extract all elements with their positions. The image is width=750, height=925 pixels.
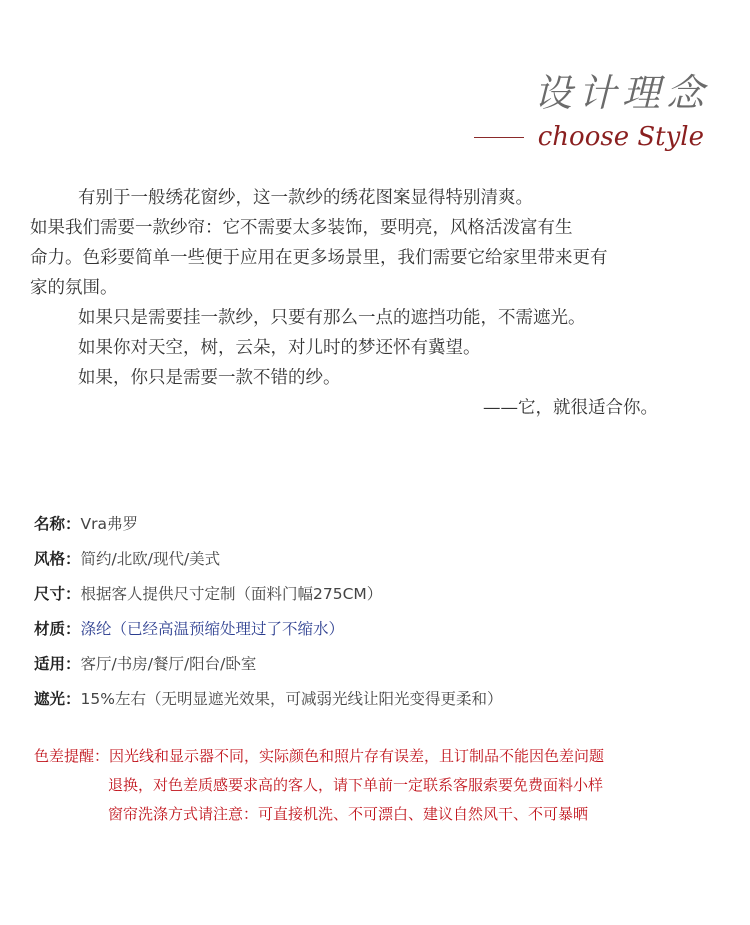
spec-label: 遮光：: [34, 690, 81, 708]
intro-line-6: 如果你对天空，树，云朵，对儿时的梦还怀有冀望。: [78, 338, 481, 358]
spec-label: 尺寸：: [34, 585, 81, 603]
header-title: 设计理念: [533, 71, 710, 115]
intro-line-3: 命力。色彩要简单一些便于应用在更多场景里，我们需要它给家里带来更有: [30, 248, 608, 268]
spec-label: 适用：: [34, 655, 81, 673]
spec-row-usage: [34, 650, 724, 685]
intro-line-4: 家的氛围。: [30, 278, 118, 298]
spec-value: 涤纶（已经高温预缩处理过了不缩水）: [80, 620, 345, 638]
spec-value: 根据客人提供尺寸定制（面料门幅275CM）: [80, 585, 383, 603]
spec-row-name: [34, 510, 724, 545]
spec-value: 客厅/书房/餐厅/阳台/卧室: [80, 655, 257, 673]
intro-signoff: ——它，就很适合你。: [483, 398, 658, 418]
spec-value: Vra弗罗: [80, 515, 138, 533]
intro-line-7: 如果，你只是需要一款不错的纱。: [78, 368, 341, 388]
subtitle-rule: [474, 137, 524, 138]
spec-row-style: [34, 545, 724, 580]
spec-value: 简约/北欧/现代/美式: [80, 550, 221, 568]
intro-line-2: 如果我们需要一款纱帘：它不需要太多装饰，要明亮，风格活泼富有生: [30, 218, 573, 238]
header-subtitle: [474, 122, 704, 152]
spec-label: 名称：: [34, 515, 81, 533]
spec-list: [34, 510, 724, 720]
subtitle-text: choose Style: [537, 122, 704, 152]
intro-line-1: 有别于一般绣花窗纱，这一款纱的绣花图案显得特别清爽。: [78, 188, 533, 208]
spec-label: 材质：: [34, 620, 81, 638]
spec-row-size: [34, 580, 724, 615]
spec-label: 风格：: [34, 550, 81, 568]
notice-line-2: 退换，对色差质感要求高的客人，请下单前一定联系客服索要免费面料小样: [108, 776, 604, 794]
notice-line-1: 色差提醒：因光线和显示器不同，实际颜色和照片存有误差，且订制品不能因色差问题: [34, 747, 605, 765]
color-notice: [34, 742, 724, 829]
spec-row-shading: [34, 685, 724, 720]
notice-line-3: 窗帘洗涤方式请注意：可直接机洗、不可漂白、建议自然风干、不可暴晒: [108, 805, 589, 823]
spec-row-material: [34, 615, 724, 650]
intro-line-5: 如果只是需要挂一款纱，只要有那么一点的遮挡功能，不需遮光。: [78, 308, 586, 328]
intro-text: [30, 183, 730, 423]
spec-value: 15%左右（无明显遮光效果，可减弱光线让阳光变得更柔和）: [80, 690, 503, 708]
